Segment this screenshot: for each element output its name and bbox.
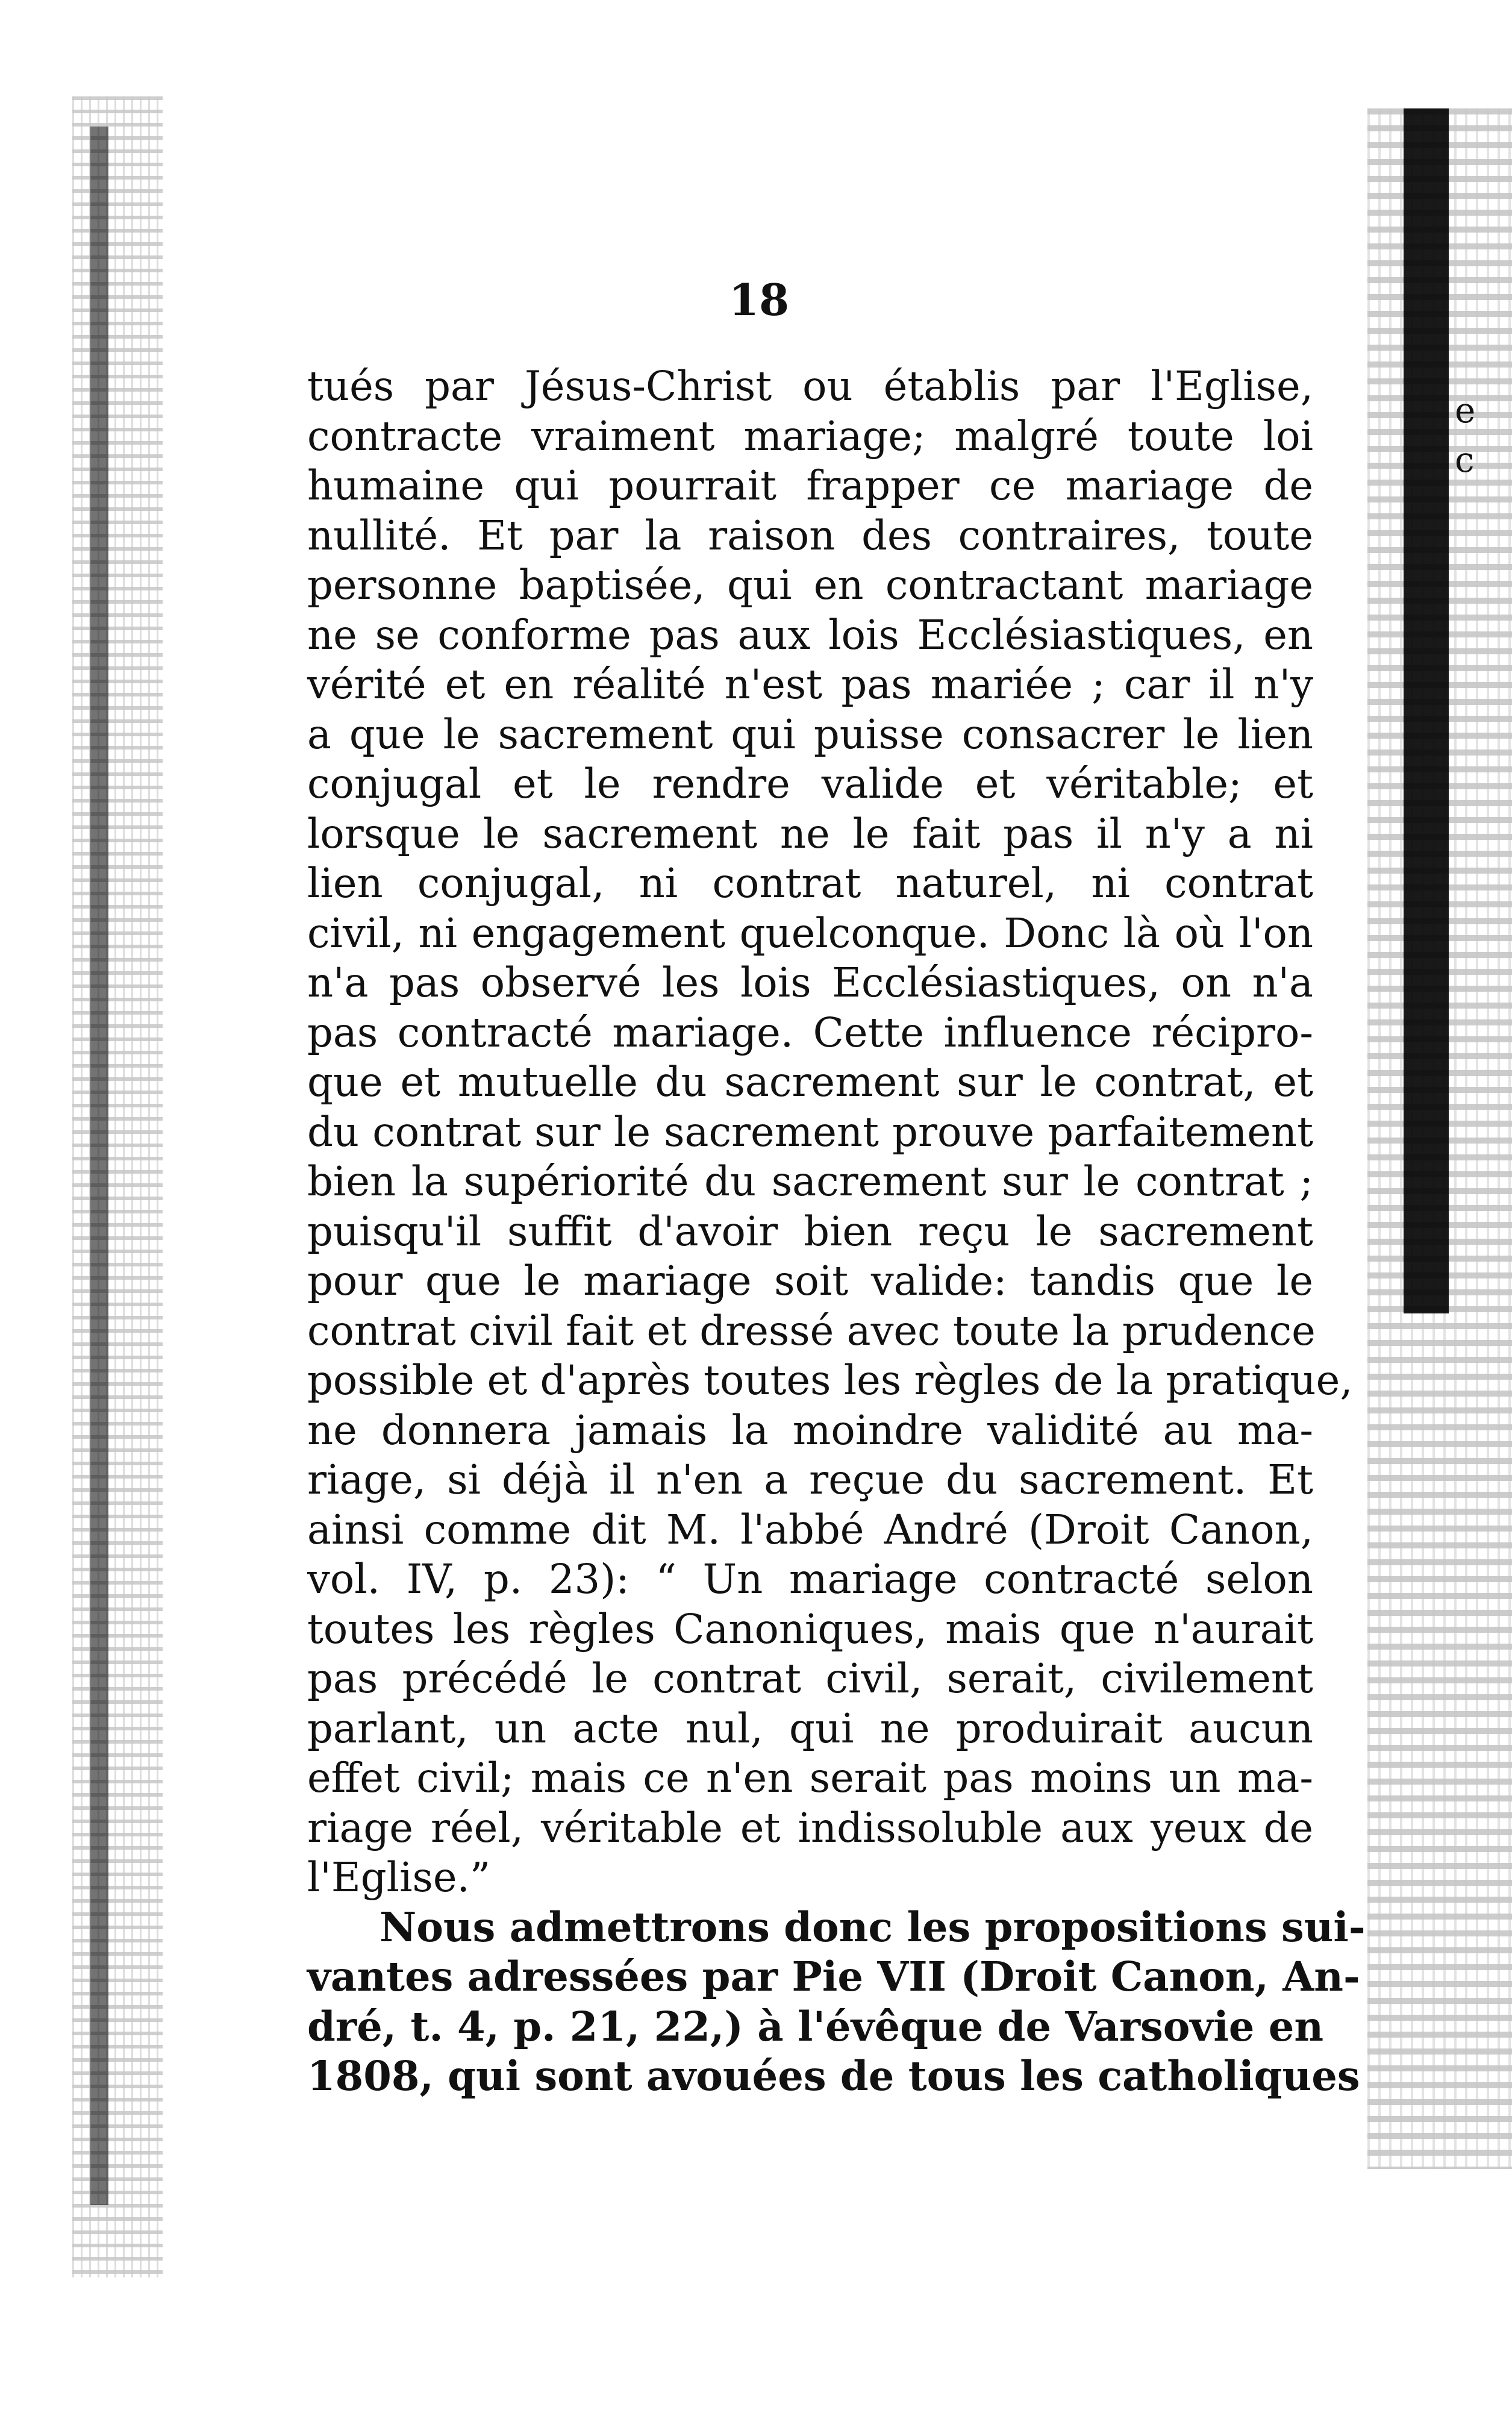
text-line: 1808, qui sont avouées de tous les catholiques <box>307 2052 1360 2100</box>
text-line: dré, t. 4, p. 21, 22,) à l'évêque de Varsovie en <box>307 2002 1324 2050</box>
text-line: pour que le mariage soit valide: tandis que le <box>307 1257 1313 1304</box>
text-line: vol. IV, p. 23): “ Un mariage contracté selon <box>307 1556 1313 1603</box>
text-line: pas contracté mariage. Cette influence récipro- <box>307 1009 1313 1056</box>
text-line: vantes adressées par Pie VII (Droit Canon, An- <box>307 1953 1360 2000</box>
text-line: vérité et en réalité n'est pas mariée ; car il n'y <box>307 661 1313 708</box>
text-line: lien conjugal, ni contrat naturel, ni contrat <box>307 860 1313 907</box>
text-line: riage réel, véritable et indissoluble aux yeux de <box>307 1804 1313 1851</box>
body-text <box>307 361 1366 2102</box>
text-line: conjugal et le rendre valide et véritable; et <box>307 760 1313 807</box>
text-line: parlant, un acte nul, qui ne produirait aucun <box>307 1704 1313 1752</box>
text-line: Nous admettrons donc les propositions sui- <box>380 1903 1366 1951</box>
adjacent-page-char: c <box>1455 439 1475 480</box>
text-line: a que le sacrement qui puisse consacrer le lien <box>307 710 1313 758</box>
text-line: tués par Jésus-Christ ou établis par l'Eglise, <box>307 363 1313 410</box>
text-line: que et mutuelle du sacrement sur le contrat, et <box>307 1059 1313 1106</box>
text-line: ne donnera jamais la moindre validité au ma- <box>307 1406 1313 1454</box>
text-line: toutes les règles Canoniques, mais que n'aurait <box>307 1605 1313 1653</box>
text-line: l'Eglise.” <box>307 1854 491 1901</box>
left-page-edge-shadow <box>72 96 163 2277</box>
text-line: contracte vraiment mariage; malgré toute loi <box>307 412 1313 460</box>
text-line: ainsi comme dit M. l'abbé André (Droit Canon, <box>307 1506 1313 1553</box>
left-binding-shadow <box>90 127 108 2205</box>
text-line: lorsque le sacrement ne le fait pas il n'y a ni <box>307 810 1313 857</box>
paragraph <box>307 361 1353 1903</box>
text-line: contrat civil fait et dressé avec toute la prudence <box>307 1307 1316 1354</box>
text-line: effet civil; mais ce n'en serait pas moins un ma- <box>307 1754 1313 1801</box>
text-line: pas précédé le contrat civil, serait, civilement <box>307 1655 1313 1702</box>
text-line: personne baptisée, qui en contractant mariage <box>307 562 1313 609</box>
text-line: humaine qui pourrait frapper ce mariage de <box>307 462 1313 509</box>
text-line: nullité. Et par la raison des contraires, toute <box>307 512 1313 559</box>
text-line: ne se conforme pas aux lois Ecclésiastiques, en <box>307 611 1313 659</box>
paragraph <box>307 1903 1366 2102</box>
text-line: bien la supériorité du sacrement sur le contrat ; <box>307 1158 1313 1205</box>
text-line: du contrat sur le sacrement prouve parfaitement <box>307 1108 1313 1156</box>
adjacent-page-fragment <box>1455 386 1491 484</box>
right-binding-shadow <box>1404 108 1449 1313</box>
text-line: possible et d'après toutes les règles de la pratique, <box>307 1357 1353 1404</box>
text-line: n'a pas observé les lois Ecclésiastiques, on n'a <box>307 959 1313 1006</box>
page-number: 18 <box>728 274 790 325</box>
text-line: riage, si déjà il n'en a reçue du sacrement. Et <box>307 1456 1313 1503</box>
text-line: puisqu'il suffit d'avoir bien reçu le sacrement <box>307 1207 1313 1255</box>
adjacent-page-char: e <box>1455 390 1476 431</box>
text-line: civil, ni engagement quelconque. Donc là où l'on <box>307 909 1313 957</box>
